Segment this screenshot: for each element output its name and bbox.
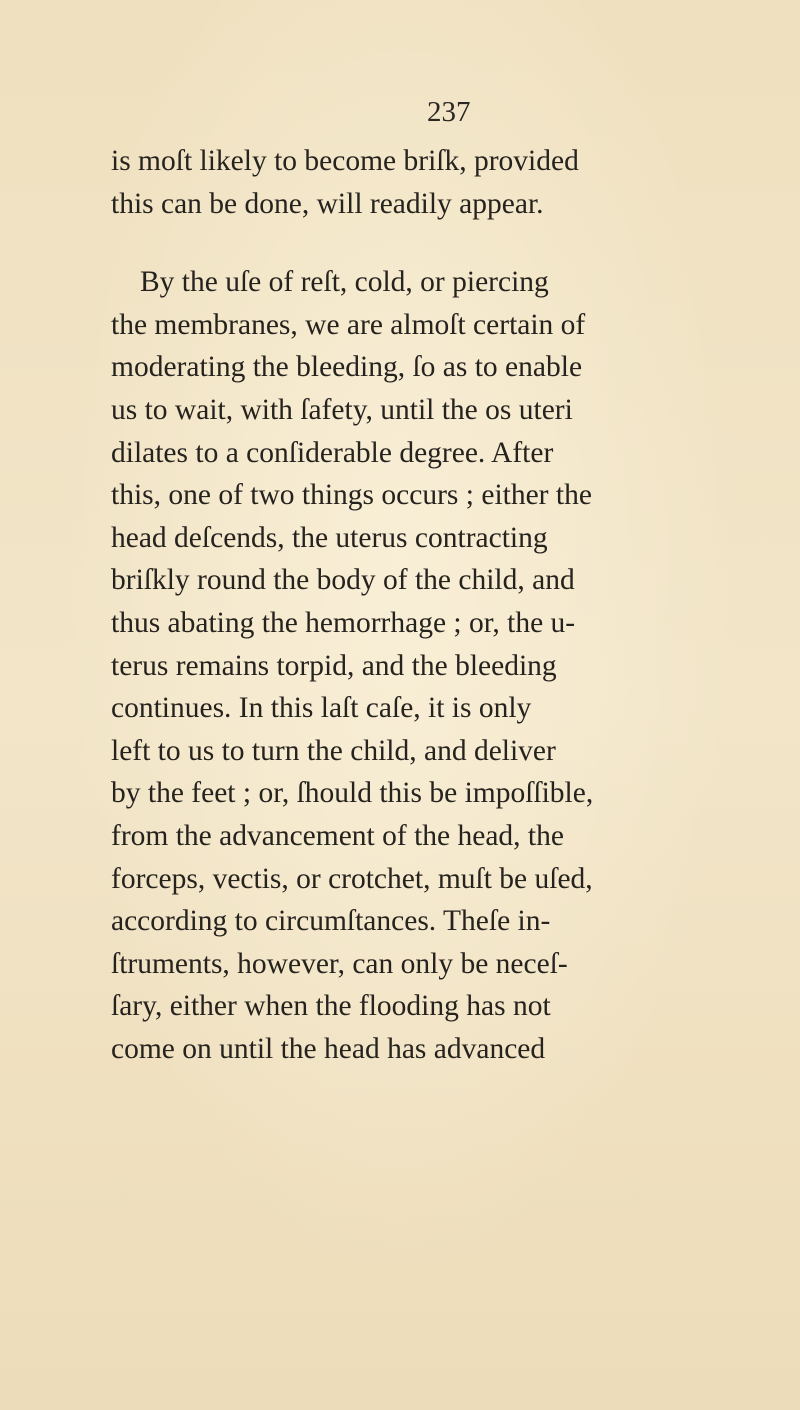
text-line: this can be done, will readily appear. (111, 187, 544, 220)
text-line: left to us to turn the child, and deliver (111, 734, 556, 767)
text-line: according to circumſtances. Theſe in- (111, 905, 551, 938)
text-line: dilates to a conſiderable degree. After (111, 436, 554, 469)
text-line: moderating the bleeding, ſo as to enable (111, 351, 583, 384)
text-line: thus abating the hemorrhage ; or, the u- (111, 606, 576, 639)
text-line: forceps, vectis, or crotchet, muſt be uſed, (111, 862, 593, 895)
text-line-first: By the uſe of reſt, cold, or piercing (140, 266, 549, 299)
page-number: 237 (427, 96, 471, 128)
text-line: by the feet ; or, ſhould this be impoſſible, (111, 777, 594, 810)
text-line: come on until the head has advanced (111, 1032, 546, 1065)
text-line: terus remains torpid, and the bleeding (111, 649, 557, 682)
paragraph-2 (111, 261, 791, 1070)
text-line: head deſcends, the uterus contracting (111, 521, 548, 554)
text-line: this, one of two things occurs ; either the (111, 479, 592, 512)
text-line: continues. In this laſt caſe, it is only (111, 692, 532, 725)
text-line: from the advancement of the head, the (111, 819, 564, 852)
text-line: us to wait, with ſafety, until the os uteri (111, 393, 573, 426)
paragraph-1 (111, 140, 791, 225)
page-text (111, 140, 791, 1070)
text-line: the membranes, we are almoſt certain of (111, 308, 586, 341)
text-line: ſary, either when the flooding has not (111, 990, 551, 1023)
text-line: briſkly round the body of the child, and (111, 564, 575, 597)
paragraph-gap (111, 225, 791, 261)
text-line: is moſt likely to become briſk, provided (111, 145, 579, 177)
text-line: ſtruments, however, can only be neceſ- (111, 947, 568, 980)
